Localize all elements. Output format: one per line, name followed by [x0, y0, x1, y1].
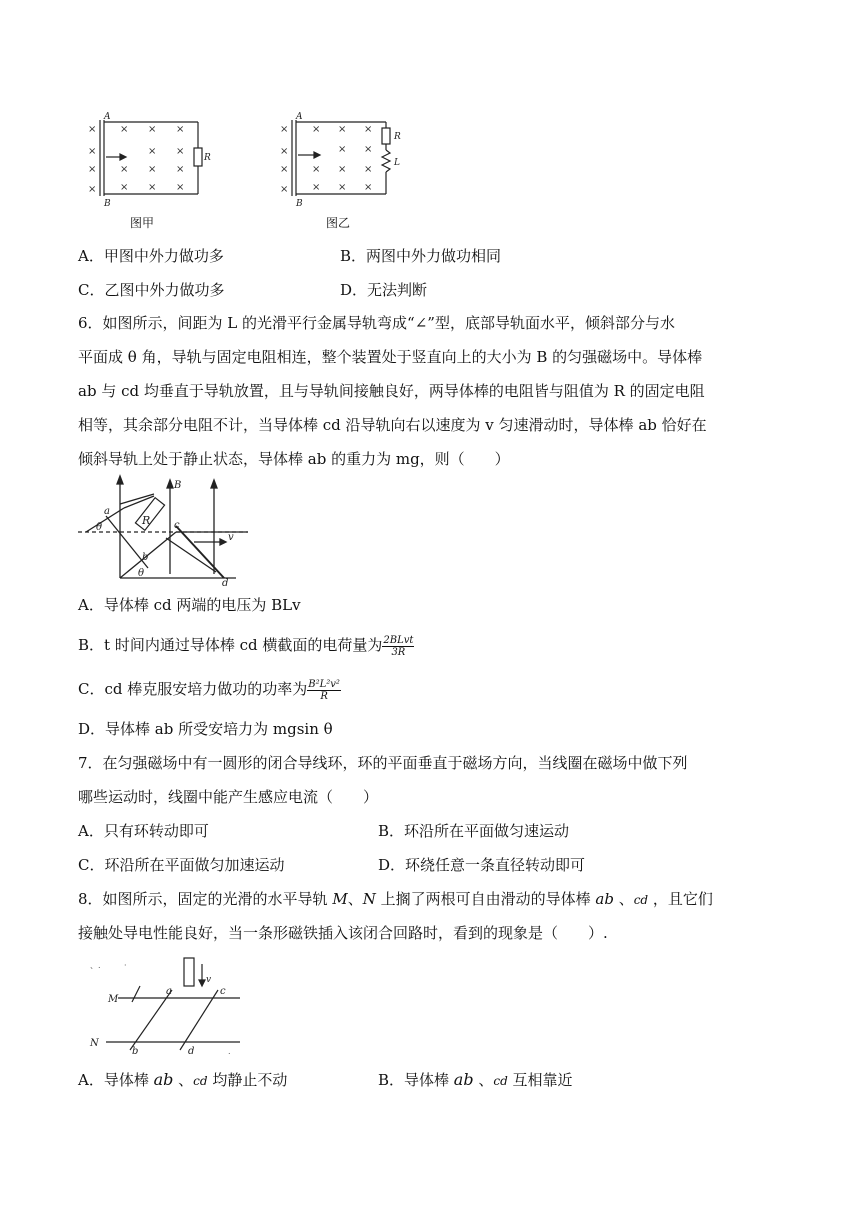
fraction-numerator: B²L²v²: [308, 678, 340, 690]
svg-text:×: ×: [120, 164, 129, 175]
q8-rod-cd: cd: [193, 1074, 208, 1088]
q8-option-text: A．导体棒: [78, 1071, 154, 1089]
q6-label-b: b: [142, 552, 149, 563]
fraction-denominator: R: [320, 690, 328, 702]
q8-label-N: N: [90, 1038, 99, 1049]
q8-stem-part: 8．如图所示，固定的光滑的水平导轨: [78, 890, 333, 908]
q8-rod-ab: ab: [595, 890, 614, 908]
q8-stem-line-2: 接触处导电性能良好，当一条形磁铁插入该闭合回路时，看到的现象是（ ）.: [78, 924, 608, 942]
svg-text:×: ×: [176, 146, 185, 157]
figure-q8: [84, 954, 244, 1058]
svg-text:×: ×: [280, 124, 289, 135]
q6-label-R: R: [142, 514, 151, 527]
q8-option-text: B．导体棒: [378, 1071, 454, 1089]
q8-option-a: [78, 1070, 287, 1091]
svg-text:×: ×: [148, 164, 157, 175]
label-R: R: [394, 132, 401, 142]
q6-stem-line-1: 6．如图所示，间距为 L 的光滑平行金属导轨弯成“∠”型，底部导轨面水平，倾斜部分与水: [78, 314, 675, 332]
svg-text:×: ×: [364, 182, 373, 193]
q8-rod-cd: cd: [633, 893, 649, 907]
q8-option-b: [378, 1070, 573, 1091]
q6-label-a: a: [104, 506, 110, 517]
svg-text:×: ×: [280, 146, 289, 157]
svg-text:×: ×: [312, 182, 321, 193]
q8-rod-ab: ab: [153, 1070, 174, 1089]
svg-text:×: ×: [364, 164, 373, 175]
svg-text:×: ×: [88, 164, 97, 175]
q6-label-c: c: [174, 520, 180, 531]
svg-text:×: ×: [312, 124, 321, 135]
label-A: A: [104, 112, 111, 122]
q7-stem-line-1: 7．在匀强磁场中有一圆形的闭合导线环，环的平面垂直于磁场方向，当线圈在磁场中做下列: [78, 754, 688, 772]
q6-stem-line-4: 相等，其余部分电阻不计，当导体棒 cd 沿导轨向右以速度为 v 匀速滑动时，导体棒 ab 恰好在: [78, 416, 707, 434]
q6-option-c-text: C．cd 棒克服安培力做功的功率为: [78, 680, 308, 698]
figure-yi: [272, 110, 412, 210]
q6-label-theta-bottom: θ: [138, 568, 145, 579]
q6-option-a: A．导体棒 cd 两端的电压为 BLv: [78, 596, 301, 614]
q8-label-M: M: [108, 994, 119, 1005]
svg-text:×: ×: [148, 182, 157, 193]
q8-stem-line-1: [78, 889, 713, 910]
fraction-denominator: 3R: [391, 646, 406, 658]
svg-text:×: ×: [148, 146, 157, 157]
svg-text:×: ×: [176, 182, 185, 193]
svg-text:、.: 、.: [90, 961, 101, 970]
label-L: L: [394, 158, 400, 168]
svg-text:×: ×: [364, 124, 373, 135]
svg-text:×: ×: [364, 144, 373, 155]
q7-option-b: B．环沿所在平面做匀速运动: [378, 822, 570, 840]
svg-text:×: ×: [88, 184, 97, 195]
q8-label-d: d: [188, 1046, 195, 1057]
q6-option-b-text: B．t 时间内通过导体棒 cd 横截面的电荷量为: [78, 636, 383, 654]
q8-label-b: b: [132, 1046, 139, 1057]
svg-text:×: ×: [280, 184, 289, 195]
q8-label-v: v: [206, 975, 212, 985]
q5-option-c: C．乙图中外力做功多: [78, 281, 225, 299]
q8-label-a: a: [166, 986, 172, 997]
q5-option-b: B．两图中外力做功相同: [340, 247, 502, 265]
q6-option-d: D．导体棒 ab 所受安培力为 mgsin θ: [78, 720, 333, 738]
q6-option-c-fraction: [307, 679, 341, 702]
q8-rail-N: N: [362, 890, 376, 908]
label-B: B: [104, 199, 111, 209]
svg-text:×: ×: [280, 164, 289, 175]
q6-stem-line-3: ab 与 cd 均垂直于导轨放置，且与导轨间接触良好，两导体棒的电阻皆与阻值为 R 的固定电阻: [78, 382, 705, 400]
q7-stem-line-2: 哪些运动时，线圈中能产生感应电流（ ）: [78, 788, 379, 806]
q8-rod-cd: cd: [493, 1074, 508, 1088]
q8-stem-part: 上搁了两根可自由滑动的导体棒: [375, 890, 596, 908]
caption-yi: 图乙: [326, 216, 351, 230]
svg-text:×: ×: [120, 124, 129, 135]
q5-option-d: D．无法判断: [340, 281, 428, 299]
svg-text:×: ×: [312, 164, 321, 175]
q8-stem-separator: 、: [613, 890, 634, 908]
svg-text:.: .: [228, 1047, 231, 1056]
label-R: R: [204, 153, 211, 163]
q8-stem-separator: 、: [347, 890, 363, 908]
q6-option-b-fraction: [382, 635, 414, 658]
svg-text:×: ×: [88, 146, 97, 157]
q5-option-a: A．甲图中外力做功多: [78, 247, 224, 265]
q8-option-text: 均静止不动: [207, 1071, 288, 1089]
svg-text:×: ×: [176, 124, 185, 135]
fraction-numerator: 2BLvt: [383, 634, 414, 646]
q6-label-d: d: [222, 578, 229, 586]
q6-option-b: [78, 633, 414, 658]
q6-label-v: v: [228, 532, 234, 543]
q7-option-c: C．环沿所在平面做匀加速运动: [78, 856, 285, 874]
q8-option-separator: 、: [173, 1071, 194, 1089]
label-A: A: [296, 112, 303, 122]
svg-text:×: ×: [120, 182, 129, 193]
q7-option-a: A．只有环转动即可: [78, 822, 209, 840]
figure-jia: [80, 110, 220, 210]
svg-text:×: ×: [148, 124, 157, 135]
q8-option-text: 互相靠近: [507, 1071, 573, 1089]
caption-jia: 图甲: [130, 216, 155, 230]
label-B: B: [296, 199, 303, 209]
figure-q6: [76, 474, 248, 586]
q6-label-B: B: [174, 480, 182, 491]
q8-rod-ab: ab: [453, 1070, 474, 1089]
svg-text:×: ×: [338, 144, 347, 155]
q7-option-d: D．环绕任意一条直径转动即可: [378, 856, 586, 874]
q6-label-theta-top: θ: [96, 522, 103, 533]
svg-text:×: ×: [176, 164, 185, 175]
q8-rail-M: M: [332, 890, 348, 908]
svg-text:·: ·: [124, 961, 127, 970]
q6-stem-line-5: 倾斜导轨上处于静止状态，导体棒 ab 的重力为 mg，则（ ）: [78, 450, 510, 468]
q8-option-separator: 、: [473, 1071, 494, 1089]
q8-stem-part: ，且它们: [648, 890, 713, 908]
q6-option-c: [78, 677, 341, 702]
q8-label-c: c: [220, 986, 226, 997]
svg-text:×: ×: [338, 164, 347, 175]
svg-text:×: ×: [338, 124, 347, 135]
svg-text:×: ×: [88, 124, 97, 135]
q6-stem-line-2: 平面成 θ 角，导轨与固定电阻相连，整个装置处于竖直向上的大小为 B 的匀强磁场中。导体棒: [78, 348, 703, 366]
svg-text:×: ×: [338, 182, 347, 193]
